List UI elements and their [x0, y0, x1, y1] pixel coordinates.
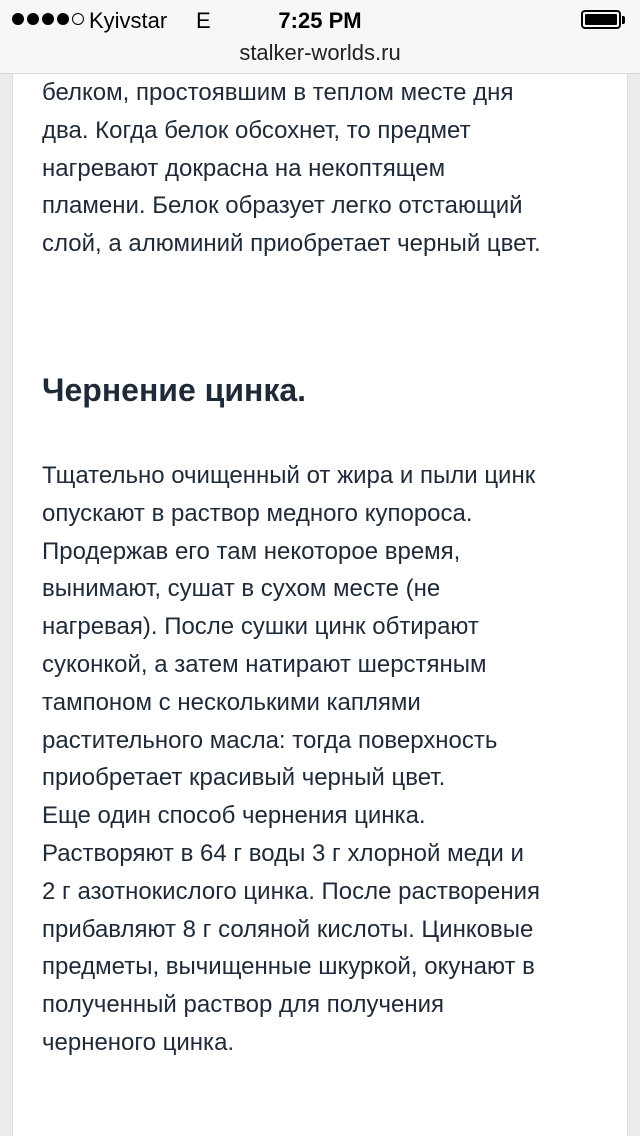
- text-line: Тщательно очищенный от жира и пыли цинк: [42, 462, 536, 489]
- text-line: слой, а алюминий приобретает черный цвет.: [42, 230, 541, 258]
- url-text: stalker-worlds.ru: [239, 40, 401, 65]
- address-bar[interactable]: [0, 40, 640, 74]
- text-line: тампоном с несколькими каплями: [42, 688, 421, 716]
- text-line: белком, простоявшим в теплом месте дня: [42, 79, 514, 106]
- network-type: E: [196, 8, 211, 33]
- text-line: растительного масла: тогда поверхность: [42, 726, 498, 754]
- section-heading: Чернение цинка.: [42, 372, 307, 408]
- status-time: 7:25 PM: [278, 8, 362, 33]
- text-line: 2 г азотнокислого цинка. После растворения: [42, 877, 541, 905]
- text-line: полученный раствор для получения: [42, 991, 445, 1019]
- intro-paragraph: [42, 74, 622, 263]
- text-line: суконкой, а затем натирают шерстяным: [42, 650, 487, 678]
- text-line: нагревая). После сушки цинк обтирают: [42, 613, 479, 641]
- text-line: прибавляют 8 г соляной кислоты. Цинковые: [42, 915, 534, 943]
- text-line: Растворяют в 64 г воды 3 г хлорной меди и: [42, 839, 524, 867]
- text-line: Продержав его там некоторое время,: [42, 537, 461, 565]
- text-line: черненого цинка.: [42, 1028, 235, 1056]
- text-line: нагревают докрасна на некоптящем: [42, 154, 446, 182]
- status-bar: [0, 0, 640, 40]
- battery-level: [585, 14, 617, 25]
- battery-tip: [622, 16, 625, 24]
- text-line: пламени. Белок образует легко отстающий: [42, 192, 523, 220]
- page-content[interactable]: [12, 74, 628, 1136]
- battery-icon: [581, 10, 621, 29]
- carrier-name: Kyivstar: [89, 8, 168, 33]
- text-line: два. Когда белок обсохнет, то предмет: [42, 116, 471, 144]
- text-line: опускают в раствор медного купороса.: [42, 499, 473, 527]
- text-line: приобретает красивый черный цвет.: [42, 764, 446, 792]
- text-line: предметы, вычищенные шкуркой, окунают в: [42, 953, 535, 981]
- text-line: вынимают, сушат в сухом месте (не: [42, 575, 441, 603]
- body-paragraph: [42, 457, 622, 1062]
- text-line: Еще один способ чернения цинка.: [42, 802, 426, 830]
